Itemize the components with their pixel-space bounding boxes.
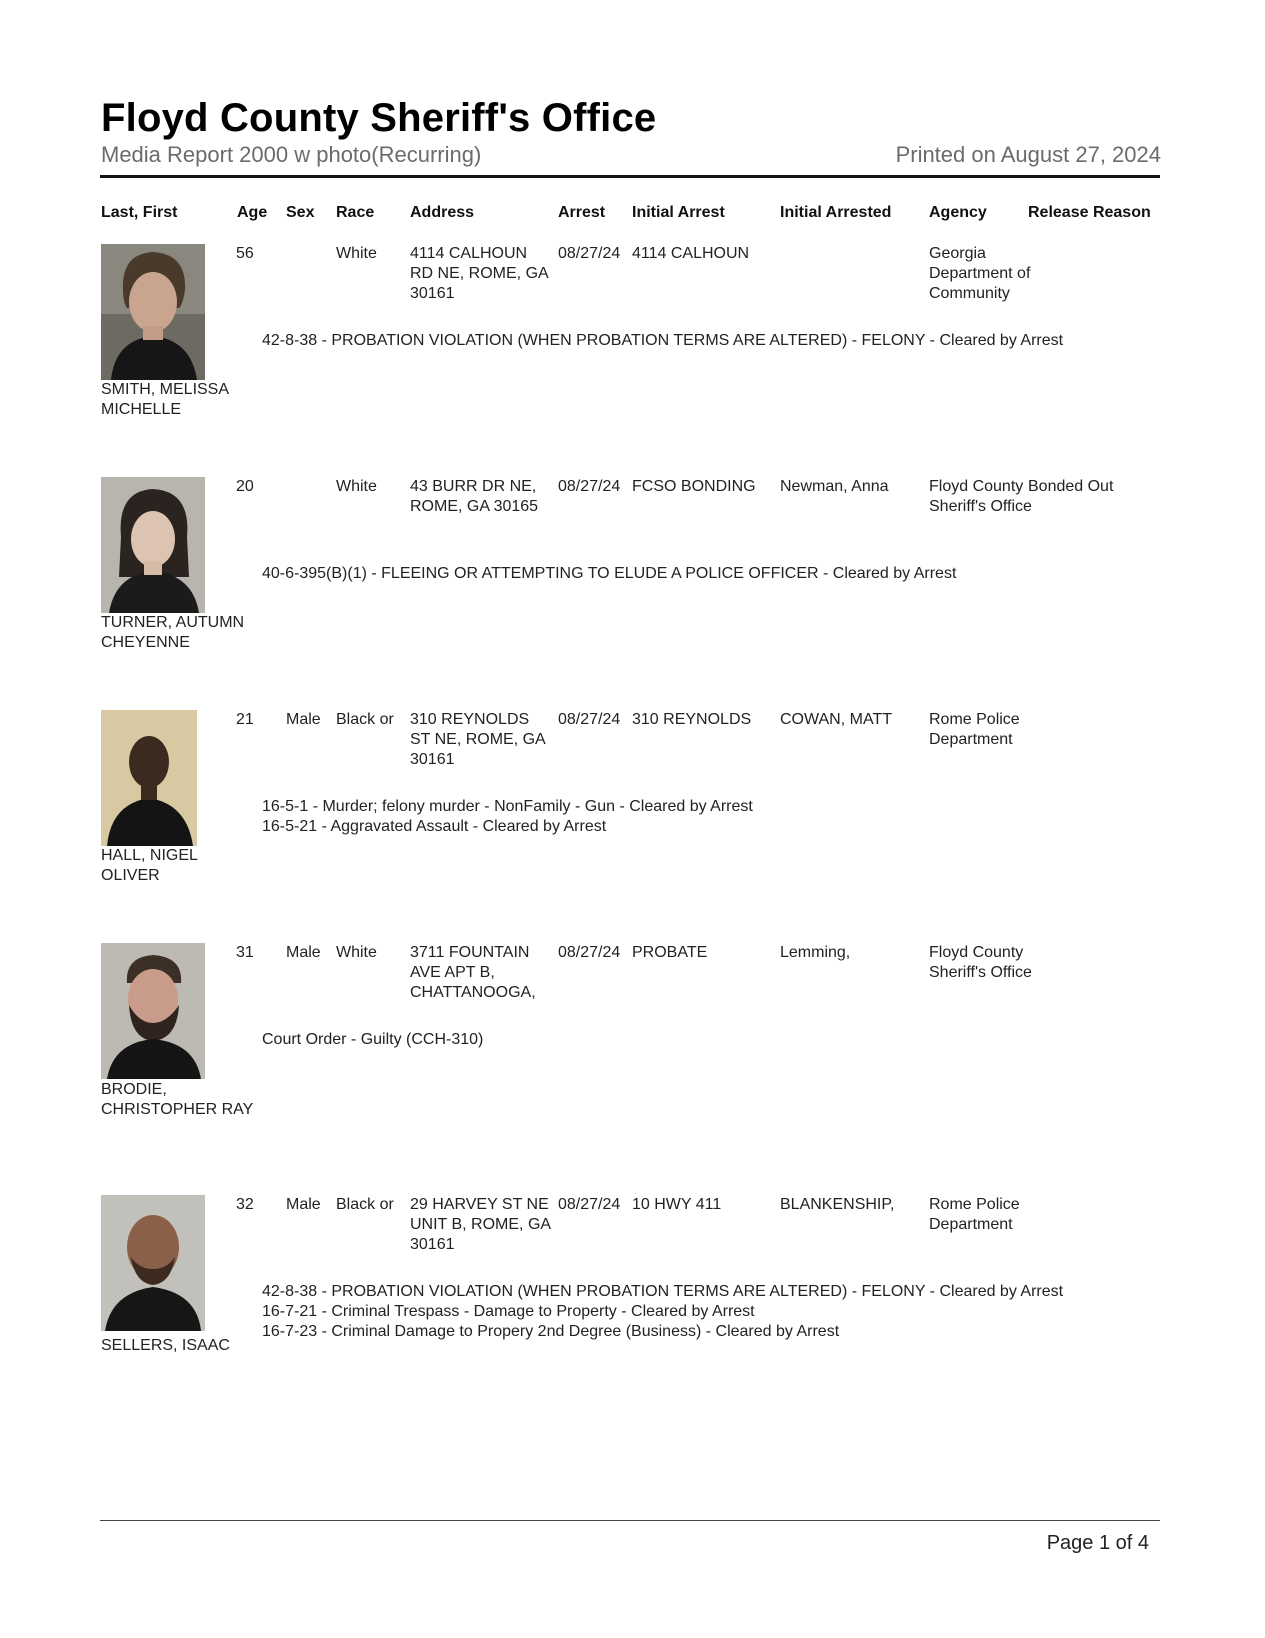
agency-cell bbox=[929, 710, 1020, 750]
race-cell: White bbox=[336, 245, 377, 262]
sex-cell: Male bbox=[286, 711, 321, 728]
race-cell: White bbox=[336, 944, 377, 961]
footer-divider bbox=[100, 1520, 1160, 1521]
address-line: AVE APT B, bbox=[410, 964, 495, 981]
charge-item: 16-5-21 - Aggravated Assault - Cleared by Arrest bbox=[262, 818, 607, 835]
page-title: Floyd County Sheriff's Office bbox=[101, 96, 657, 140]
report-subtitle: Media Report 2000 w photo(Recurring) bbox=[101, 142, 482, 167]
header-divider bbox=[100, 175, 1160, 178]
person-silhouette-icon bbox=[101, 477, 205, 613]
column-header-name: Last, First bbox=[101, 204, 178, 221]
address-line: 310 REYNOLDS bbox=[410, 711, 530, 728]
name-line: CHEYENNE bbox=[101, 634, 190, 651]
race-cell: White bbox=[336, 478, 377, 495]
agency-line: Department bbox=[929, 1216, 1013, 1233]
address-line: 43 BURR DR NE, bbox=[410, 478, 537, 495]
address-line: UNIT B, ROME, GA bbox=[410, 1216, 552, 1233]
arrest-date-cell: 08/27/24 bbox=[558, 478, 621, 495]
charge-item: Court Order - Guilty (CCH-310) bbox=[262, 1031, 484, 1048]
inmate-name bbox=[101, 380, 229, 420]
address-cell bbox=[410, 477, 538, 517]
booking-photo bbox=[101, 244, 205, 380]
sex-cell: Male bbox=[286, 1196, 321, 1213]
agency-line: Rome Police bbox=[929, 1196, 1020, 1213]
column-header-address: Address bbox=[410, 204, 475, 221]
address-line: 30161 bbox=[410, 751, 455, 768]
charges-list bbox=[262, 797, 753, 837]
address-line: 29 HARVEY ST NE bbox=[410, 1196, 549, 1213]
agency-line: Floyd County bbox=[929, 944, 1024, 961]
charges-list bbox=[262, 1282, 1063, 1342]
name-line: SELLERS, ISAAC bbox=[101, 1337, 230, 1354]
address-cell bbox=[410, 1195, 551, 1255]
charge-item: 42-8-38 - PROBATION VIOLATION (WHEN PROBATION TERMS ARE ALTERED) - FELONY - Cleared by Arrest bbox=[262, 1283, 1064, 1300]
agency-line: Floyd County bbox=[929, 478, 1024, 495]
age-cell: 31 bbox=[236, 944, 254, 961]
booking-photo bbox=[101, 1195, 205, 1331]
initial-arrested-cell: Lemming, bbox=[780, 944, 851, 961]
charges-list bbox=[262, 1030, 483, 1050]
agency-line: Rome Police bbox=[929, 711, 1020, 728]
person-silhouette-icon bbox=[101, 710, 197, 846]
address-line: ST NE, ROME, GA bbox=[410, 731, 546, 748]
address-line: ROME, GA 30165 bbox=[410, 498, 539, 515]
column-header-agency: Agency bbox=[929, 204, 987, 221]
charges-list bbox=[262, 331, 1063, 351]
agency-line: Sheriff's Office bbox=[929, 964, 1032, 981]
address-cell bbox=[410, 244, 549, 304]
race-cell: Black or bbox=[336, 711, 394, 728]
column-header-initial-arrest: Initial Arrest bbox=[632, 204, 725, 221]
initial-arrest-cell: 10 HWY 411 bbox=[632, 1196, 722, 1213]
charge-item: 40-6-395(B)(1) - FLEEING OR ATTEMPTING TO ELUDE A POLICE OFFICER - Cleared by Arrest bbox=[262, 565, 957, 582]
column-header-sex: Sex bbox=[286, 204, 315, 221]
agency-line: Department of bbox=[929, 265, 1031, 282]
charge-item: 16-7-23 - Criminal Damage to Propery 2nd Degree (Business) - Cleared by Arrest bbox=[262, 1323, 840, 1340]
arrest-date-cell: 08/27/24 bbox=[558, 711, 621, 728]
name-line: SMITH, MELISSA bbox=[101, 381, 230, 398]
inmate-name bbox=[101, 1336, 230, 1356]
address-cell bbox=[410, 943, 536, 1003]
initial-arrest-cell: PROBATE bbox=[632, 944, 708, 961]
agency-line: Community bbox=[929, 285, 1010, 302]
inmate-name bbox=[101, 1080, 253, 1120]
address-line: RD NE, ROME, GA bbox=[410, 265, 549, 282]
address-line: 30161 bbox=[410, 1236, 455, 1253]
address-line: 30161 bbox=[410, 285, 455, 302]
column-header-initial-arrested: Initial Arrested bbox=[780, 204, 892, 221]
agency-cell bbox=[929, 943, 1032, 983]
name-line: TURNER, AUTUMN bbox=[101, 614, 245, 631]
column-header-release-reason: Release Reason bbox=[1028, 204, 1151, 221]
column-header-age: Age bbox=[237, 204, 268, 221]
sex-cell: Male bbox=[286, 944, 321, 961]
name-line: BRODIE, bbox=[101, 1081, 167, 1098]
agency-cell bbox=[929, 1195, 1020, 1235]
inmate-name bbox=[101, 613, 244, 653]
arrest-date-cell: 08/27/24 bbox=[558, 944, 621, 961]
charge-item: 16-5-1 - Murder; felony murder - NonFamily - Gun - Cleared by Arrest bbox=[262, 798, 753, 815]
charges-list bbox=[262, 564, 956, 584]
booking-photo bbox=[101, 943, 205, 1079]
age-cell: 21 bbox=[236, 711, 254, 728]
release-reason-cell: Bonded Out bbox=[1028, 478, 1114, 495]
inmate-name bbox=[101, 846, 198, 886]
age-cell: 20 bbox=[236, 478, 254, 495]
arrest-date-cell: 08/27/24 bbox=[558, 1196, 621, 1213]
column-header-race: Race bbox=[336, 204, 375, 221]
booking-photo bbox=[101, 710, 197, 846]
initial-arrest-cell: 4114 CALHOUN bbox=[632, 245, 750, 262]
agency-cell bbox=[929, 477, 1032, 517]
column-header-arrest: Arrest bbox=[558, 204, 606, 221]
initial-arrest-cell: 310 REYNOLDS bbox=[632, 711, 752, 728]
age-cell: 32 bbox=[236, 1196, 254, 1213]
person-silhouette-icon bbox=[101, 943, 205, 1079]
race-cell: Black or bbox=[336, 1196, 394, 1213]
agency-cell bbox=[929, 244, 1030, 304]
address-line: 3711 FOUNTAIN bbox=[410, 944, 530, 961]
agency-line: Georgia bbox=[929, 245, 986, 262]
agency-line: Sheriff's Office bbox=[929, 498, 1032, 515]
initial-arrested-cell: BLANKENSHIP, bbox=[780, 1196, 895, 1213]
agency-line: Department bbox=[929, 731, 1013, 748]
address-cell bbox=[410, 710, 546, 770]
name-line: CHRISTOPHER RAY bbox=[101, 1101, 254, 1118]
person-silhouette-icon bbox=[101, 244, 205, 380]
charge-item: 16-7-21 - Criminal Trespass - Damage to Property - Cleared by Arrest bbox=[262, 1303, 755, 1320]
name-line: OLIVER bbox=[101, 867, 160, 884]
page-number: Page 1 of 4 bbox=[1046, 1532, 1149, 1554]
initial-arrested-cell: COWAN, MATT bbox=[780, 711, 892, 728]
age-cell: 56 bbox=[236, 245, 254, 262]
person-silhouette-icon bbox=[101, 1195, 205, 1331]
initial-arrested-cell: Newman, Anna bbox=[780, 478, 889, 495]
name-line: HALL, NIGEL bbox=[101, 847, 198, 864]
printed-date: Printed on August 27, 2024 bbox=[895, 142, 1161, 167]
address-line: 4114 CALHOUN bbox=[410, 245, 528, 262]
initial-arrest-cell: FCSO BONDING bbox=[632, 478, 756, 495]
name-line: MICHELLE bbox=[101, 401, 182, 418]
charge-item: 42-8-38 - PROBATION VIOLATION (WHEN PROBATION TERMS ARE ALTERED) - FELONY - Cleared by Arrest bbox=[262, 332, 1064, 349]
arrest-date-cell: 08/27/24 bbox=[558, 245, 621, 262]
address-line: CHATTANOOGA, bbox=[410, 984, 536, 1001]
booking-photo bbox=[101, 477, 205, 613]
